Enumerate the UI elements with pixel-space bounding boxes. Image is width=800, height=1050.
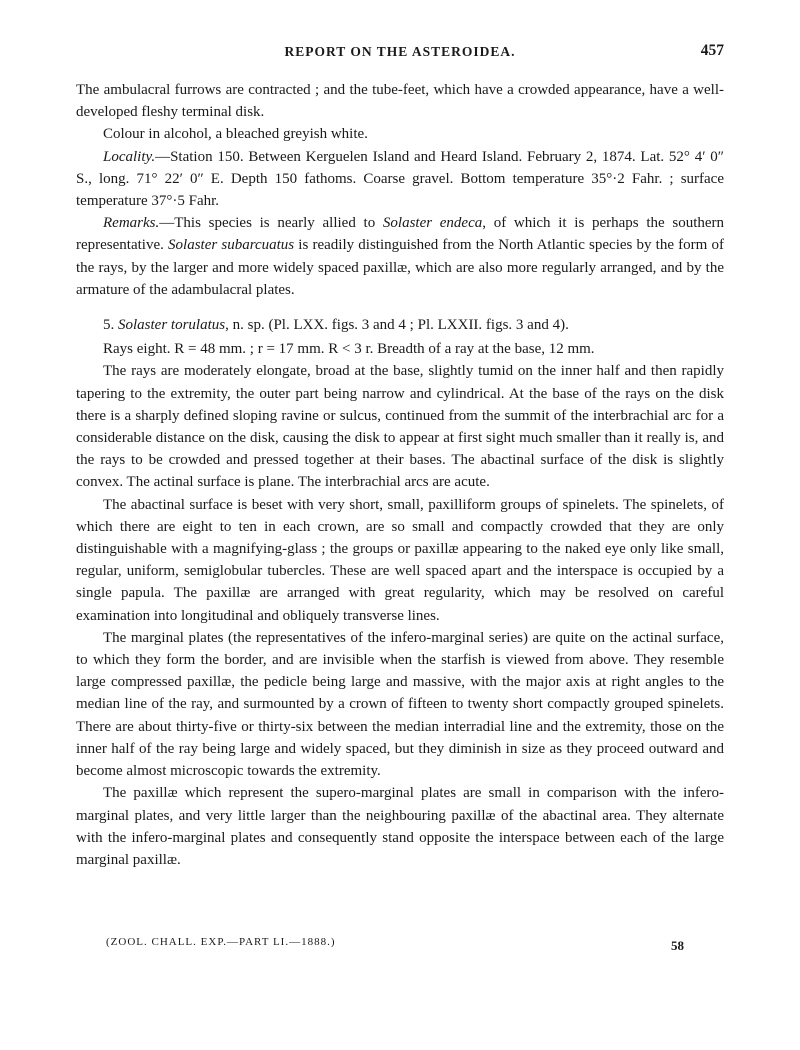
remarks-text-2: , of which it is perhaps the southern representative.: [76, 215, 725, 254]
footer-signature: (ZOOL. CHALL. EXP.—PART LI.—1888.): [106, 936, 336, 948]
page-footer: [106, 936, 696, 956]
paragraph-remarks: [76, 212, 724, 301]
page-header: [76, 44, 724, 66]
species-ref-endeca: Solaster endeca: [382, 215, 483, 232]
page-body: [76, 79, 724, 871]
page-number: 457: [700, 42, 724, 59]
paragraph-abactinal: The abactinal surface is beset with very short, small, paxilliform groups of spinelets. The spinelets, of which there are eight to ten in each crown, are so small and compactly crowded that they are only distinguishable with a magnifying-glass ; the groups or paxillæ appearing to the naked eye only like small, regular, uniform, semiglobular tubercles. These are well spaced apart and the interspace is occupied by a single papula. The paxillæ are arranged with great regularity, which may be resolved on careful examination into longitudinal and obliquely transverse lines.: [76, 496, 724, 624]
species-name: Solaster torulatus: [118, 317, 226, 334]
remarks-text-3: is readily distinguished from the North Atlantic species by the form of the rays, by the larger and more widely spaced paxillæ, which are also more regularly arranged, and by the armature of the adambulacral plates.: [76, 237, 724, 298]
locality-text: —Station 150. Between Kerguelen Island and Heard Island. February 2, 1874. Lat. 52° 4′ 0″ S., long. 71° 22′ 0″ E. Depth 150 fathoms. Coarse gravel. Bottom temperature 35°·2 Fahr. ; surface temperature 37°·5 Fahr.: [76, 148, 724, 210]
running-head: REPORT ON THE ASTEROIDEA.: [284, 44, 516, 59]
locality-label: Locality.: [103, 148, 156, 165]
species-plates: , n. sp. (Pl. LXX. figs. 3 and 4 ; Pl. LXXII. figs. 3 and 4).: [225, 317, 569, 334]
species-ref-subarcuatus: Solaster subarcuatus: [168, 237, 295, 254]
species-heading: [76, 314, 724, 336]
remarks-label: Remarks.: [103, 215, 160, 232]
paragraph-locality: [76, 146, 724, 213]
species-number: 5.: [103, 317, 115, 334]
paragraph-ambulacral: The ambulacral furrows are contracted ; and the tube-feet, which have a crowded appearance, have a well-developed fleshy terminal disk.: [76, 82, 724, 121]
remarks-text-1: —This species is nearly allied to: [159, 215, 383, 232]
paragraph-marginal-plates: The marginal plates (the representatives of the infero-marginal series) are quite on the actinal surface, to which they form the border, and are invisible when the starfish is viewed from above. They resemble large compressed paxillæ, the pedicle being large and massive, with the major axis at right angles to the median line of the ray, and surmounted by a crown of fifteen to twenty short compactly grouped spinelets. There are about thirty-five or thirty-six between the median interradial line and the extremity, those on the inner half of the ray being large and widely spaced, but they diminish in size as they proceed outward and become almost microscopic towards the extremity.: [76, 629, 724, 780]
sheet-number: 58: [671, 938, 684, 953]
paragraph-rays: The rays are moderately elongate, broad at the base, slightly tumid on the inner half and then rapidly tapering to the extremity, the outer part being narrow and cylindrical. At the base of the rays on the disk there is a sharply defined sloping ravine or sulcus, continued from the summit of the interbrachial arc for a considerable distance on the disk, causing the disk to appear at first sight much smaller than it really is, and the rays to be crowded and pressed together at their bases. The abactinal surface of the disk is slightly convex. The actinal surface is plane. The interbrachial arcs are acute.: [76, 363, 724, 491]
paragraph-measurements: Rays eight. R = 48 mm. ; r = 17 mm. R < 3 r. Breadth of a ray at the base, 12 mm.: [103, 341, 595, 358]
paragraph-colour: Colour in alcohol, a bleached greyish white.: [103, 126, 368, 143]
paragraph-supero-marginal: The paxillæ which represent the supero-marginal plates are small in comparison with the infero-marginal plates, and very little larger than the neighbouring paxillæ of the abactinal area. They alternate with the infero-marginal plates and consequently stand opposite the interspace between each of the large marginal paxillæ.: [76, 785, 724, 868]
